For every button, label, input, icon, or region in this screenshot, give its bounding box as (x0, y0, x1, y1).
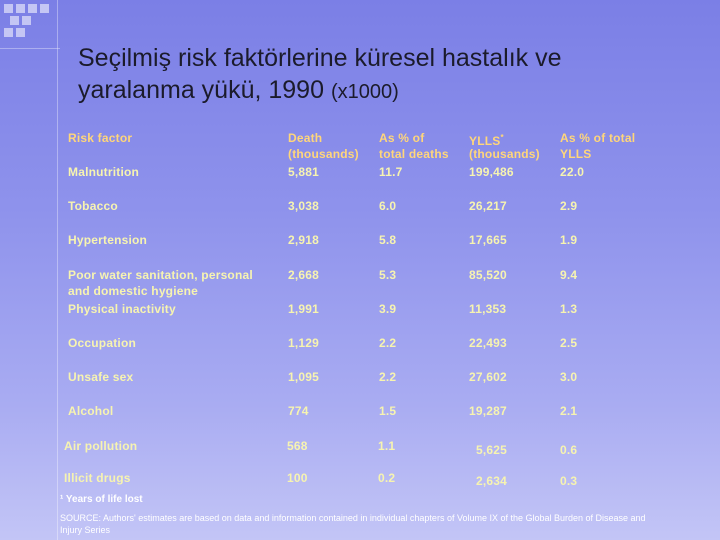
risk-factor-cell: Alcohol (68, 404, 114, 418)
death-cell: 568 (287, 439, 308, 453)
pct-ylls-cell: 2.5 (560, 336, 578, 350)
ylls-cell: 22,493 (469, 336, 507, 350)
pct-deaths-cell: 6.0 (379, 199, 397, 213)
risk-factor-cell: Air pollution (64, 439, 138, 453)
pct-ylls-cell: 22.0 (560, 165, 585, 179)
pct-ylls-cell: 1.3 (560, 302, 578, 316)
ylls-cell: 17,665 (469, 233, 507, 247)
title-suffix: (x1000) (330, 81, 399, 103)
risk-factor-cell: Hypertension (68, 233, 148, 247)
pct-deaths-cell: 3.9 (379, 302, 397, 316)
pct-ylls-cell: 1.9 (560, 233, 578, 247)
header-ylls-line2: (thousands) (469, 147, 540, 161)
pct-ylls-cell: 2.9 (560, 199, 578, 213)
pct-deaths-cell: 0.2 (378, 471, 396, 485)
header-ylls-text: YLLS (469, 134, 501, 148)
ylls-cell: 26,217 (469, 199, 507, 213)
pct-ylls-cell: 0.6 (560, 443, 578, 457)
pct-deaths-cell: 1.5 (379, 404, 397, 418)
pct-deaths-cell: 11.7 (379, 165, 403, 179)
ylls-cell: 5,625 (476, 443, 508, 457)
death-cell: 774 (288, 404, 309, 418)
footnote-ylls: ¹ Years of life lost (60, 494, 143, 505)
pct-ylls-cell: 0.3 (560, 474, 578, 488)
header-pct-deaths-line1: As % of (379, 131, 425, 145)
ylls-cell: 11,353 (469, 302, 507, 316)
header-pct-ylls-line1: As % of total (560, 131, 636, 145)
risk-factor-cell: Unsafe sex (68, 370, 134, 384)
header-death-line2: (thousands) (288, 147, 359, 161)
title-line-1: Seçilmiş risk faktörlerine küresel hastalık ve (78, 44, 562, 72)
death-cell: 1,095 (288, 370, 320, 384)
header-pct-ylls-line2: YLLS (560, 147, 592, 161)
header-risk-factor: Risk factor (68, 131, 133, 145)
pct-deaths-cell: 5.8 (379, 233, 397, 247)
death-cell: 2,918 (288, 233, 320, 247)
ylls-cell: 27,602 (469, 370, 507, 384)
death-cell: 1,129 (288, 336, 320, 350)
pct-ylls-cell: 2.1 (560, 404, 578, 418)
pct-deaths-cell: 2.2 (379, 370, 397, 384)
risk-factor-cell: Tobacco (68, 199, 118, 213)
death-cell: 100 (287, 471, 308, 485)
pct-deaths-cell: 2.2 (379, 336, 397, 350)
header-death-line1: Death (288, 131, 323, 145)
pct-deaths-cell: 5.3 (379, 268, 397, 282)
pct-ylls-cell: 9.4 (560, 268, 578, 282)
risk-factor-cell: Malnutrition (68, 165, 140, 179)
source-note: SOURCE: Authors' estimates are based on data and information contained in individual chapters of Volume IX of the Global Burden of Disease and Injury Series (60, 513, 646, 535)
title-line-2-text: yaralanma yükü, 1990 (78, 76, 324, 104)
death-cell: 1,991 (288, 302, 320, 316)
pct-ylls-cell: 3.0 (560, 370, 578, 384)
pct-deaths-cell: 1.1 (378, 439, 396, 453)
header-ylls-footnote-mark: * (500, 133, 504, 142)
ylls-cell: 2,634 (476, 474, 508, 488)
ylls-cell: 199,486 (469, 165, 514, 179)
death-cell: 2,668 (288, 268, 320, 282)
risk-factor-cell: Illicit drugs (64, 471, 131, 485)
death-cell: 3,038 (288, 199, 320, 213)
risk-factor-cell: Occupation (68, 336, 137, 350)
risk-factor-cell-line2: and domestic hygiene (68, 284, 199, 298)
header-pct-deaths-line2: total deaths (379, 147, 449, 161)
death-cell: 5,881 (288, 165, 320, 179)
risk-factor-cell: Poor water sanitation, personal (68, 268, 253, 282)
risk-factor-cell: Physical inactivity (68, 302, 176, 316)
ylls-cell: 19,287 (469, 404, 507, 418)
ylls-cell: 85,520 (469, 268, 507, 282)
